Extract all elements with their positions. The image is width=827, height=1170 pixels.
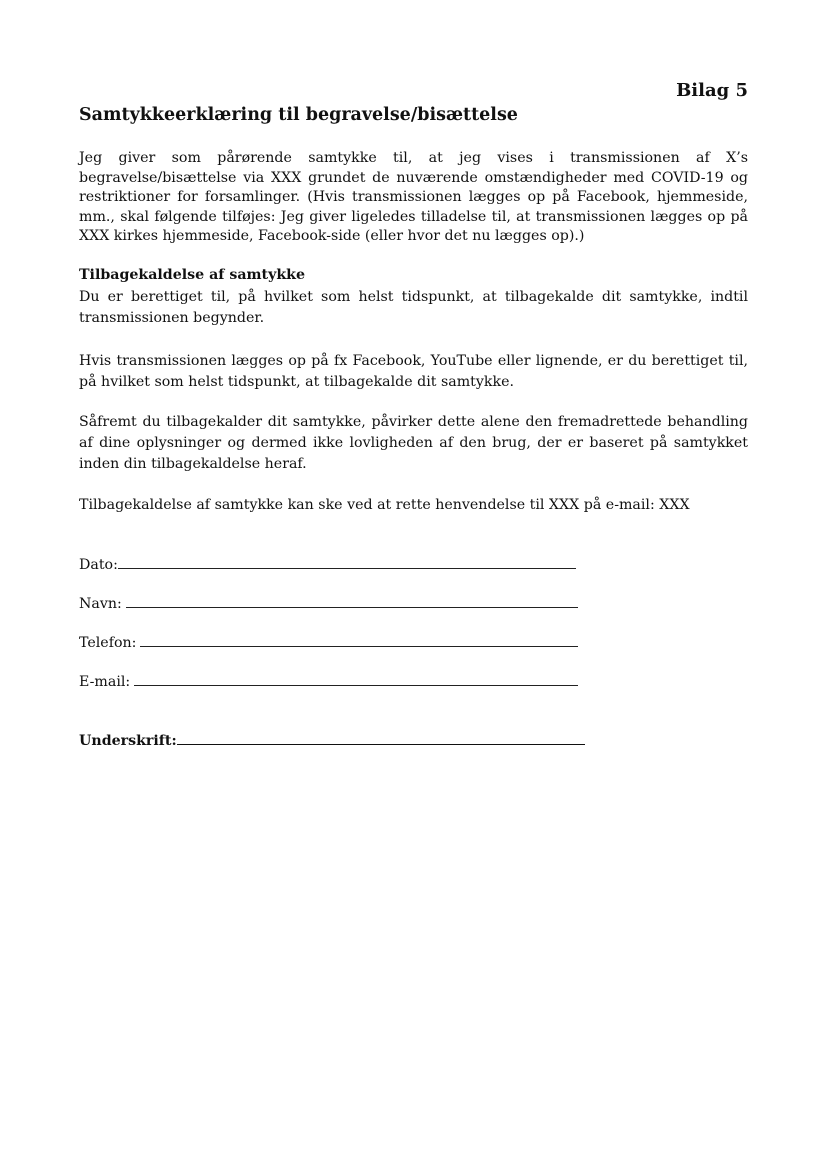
name-line[interactable] <box>126 595 578 608</box>
appendix-label: Bilag 5 <box>676 80 748 101</box>
date-line[interactable] <box>118 556 576 569</box>
email-line[interactable] <box>134 673 578 686</box>
signature-label: Underskrift: <box>79 733 177 749</box>
withdraw-before-paragraph: Du er berettiget til, på hvilket som helst tidspunkt, at tilbagekalde dit samtykke, indtil transmissionen begynder. <box>79 289 748 326</box>
contact-paragraph: Tilbagekaldelse af samtykke kan ske ved at rette henvendelse til XXX på e-mail: XXX <box>79 497 690 513</box>
date-label: Dato: <box>79 557 118 573</box>
date-field <box>79 556 576 576</box>
name-label: Navn: <box>79 596 122 612</box>
document-title: Samtykkeerklæring til begravelse/bisættelse <box>79 105 518 125</box>
withdraw-online-paragraph: Hvis transmissionen lægges op på fx Facebook, YouTube eller lignende, er du berettiget til, på hvilket som helst tidspunkt, at tilbagekalde dit samtykke. <box>79 353 748 390</box>
consent-paragraph: Jeg giver som pårørende samtykke til, at jeg vises i transmissionen af X’s begravelse/bisættelse via XXX grundet de nuværende omstændigheder med COVID-19 og restriktioner for forsamlinger. (Hvis transmissionen lægges op på Facebook, hjemmeside, mm., skal følgende tilføjes: Jeg giver ligeledes tilladelse til, at transmissionen lægges op på XXX kirkes hjemmeside, Facebook-side (eller hvor det nu lægges op).) <box>79 150 748 245</box>
withdrawal-heading: Tilbagekaldelse af samtykke <box>79 267 306 283</box>
signature-field <box>79 732 585 752</box>
signature-line[interactable] <box>177 732 585 745</box>
phone-field <box>79 634 578 654</box>
withdraw-effect-paragraph: Såfremt du tilbagekalder dit samtykke, påvirker dette alene den fremadrettede behandling af dine oplysninger og dermed ikke lovligheden af den brug, der er baseret på samtykket inden din tilbagekaldelse heraf. <box>79 414 748 472</box>
email-label: E-mail: <box>79 674 131 690</box>
phone-line[interactable] <box>140 634 578 647</box>
email-field <box>79 673 578 693</box>
name-field <box>79 595 578 615</box>
phone-label: Telefon: <box>79 635 137 651</box>
